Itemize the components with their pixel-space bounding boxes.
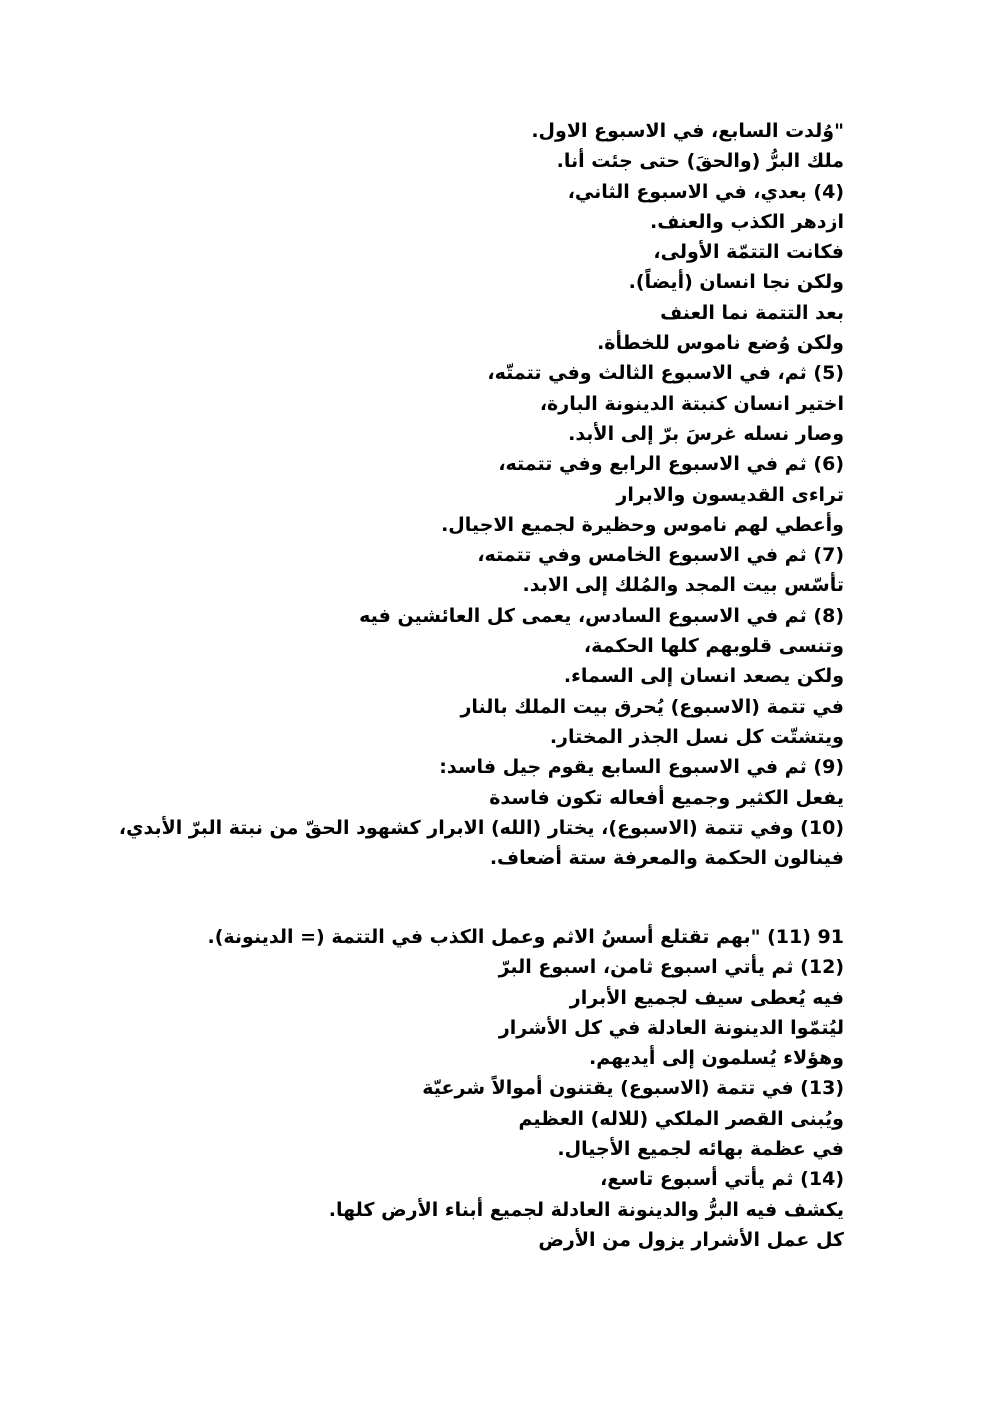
text-line: (14) ثم يأتي أسبوع تاسع، bbox=[600, 1168, 844, 1191]
text-line: ولكن نجا انسان (أيضاً). bbox=[628, 271, 844, 294]
text-line: ويتشتّت كل نسل الجذر المختار. bbox=[549, 725, 844, 748]
text-line: وهؤلاء يُسلمون إلى أيديهم. bbox=[589, 1047, 844, 1070]
text-line: (6) ثم في الاسبوع الرابع وفي تتمته، bbox=[498, 453, 844, 476]
text-line: يكشف فيه البرُّ والدينونة العادلة لجميع أبناء الأرض كلها. bbox=[328, 1198, 844, 1221]
text-line: فينالون الحكمة والمعرفة ستة أضعاف. bbox=[489, 847, 844, 870]
text-line: وتنسى قلوبهم كلها الحكمة، bbox=[583, 635, 844, 658]
text-line: وصار نسله غرسَ برّ إلى الأبد. bbox=[568, 422, 844, 445]
text-line: في تتمة (الاسبوع) يُحرق بيت الملك بالنار bbox=[460, 695, 844, 718]
text-line: فيه يُعطى سيف لجميع الأبرار bbox=[569, 986, 844, 1009]
text-line: وأعطي لهم ناموس وحظيرة لجميع الاجيال. bbox=[441, 513, 844, 536]
text-line: ولكن يصعد انسان إلى السماء. bbox=[563, 665, 844, 688]
text-line: كل عمل الأشرار يزول من الأرض bbox=[538, 1228, 844, 1251]
text-line: "وُلدت السابع، في الاسبوع الاول. bbox=[531, 120, 844, 142]
text-line: فكانت التتمّة الأولى، bbox=[653, 241, 844, 264]
text-line: (8) ثم في الاسبوع السادس، يعمى كل العائشين فيه bbox=[359, 604, 844, 627]
text-block-1 bbox=[118, 116, 844, 873]
text-line: ازدهر الكذب والعنف. bbox=[650, 210, 844, 233]
text-line: ليُتمّوا الدينونة العادلة في كل الأشرار bbox=[498, 1016, 844, 1039]
text-line: في عظمة بهائه لجميع الأجيال. bbox=[557, 1138, 844, 1161]
text-line: ويُبنى القصر الملكي (للاله) العظيم bbox=[518, 1107, 844, 1130]
text-line: (13) في تتمة (الاسبوع) يقتنون أموالاً شرعيّة bbox=[422, 1077, 844, 1100]
text-line: بعد التتمة نما العنف bbox=[660, 301, 844, 324]
text-line: (10) وفي تتمة (الاسبوع)، يختار (الله) الابرار كشهود الحقّ من نبتة البرّ الأبدي، bbox=[118, 816, 844, 839]
text-line: (5) ثم، في الاسبوع الثالث وفي تتمتّه، bbox=[487, 362, 844, 385]
text-line: تأسّس بيت المجد والمُلك إلى الابد. bbox=[522, 574, 844, 597]
text-line: تراءى القديسون والابرار bbox=[616, 483, 844, 506]
text-line: ولكن وُضع ناموس للخطأة. bbox=[597, 332, 844, 355]
text-line: (4) بعدي، في الاسبوع الثاني، bbox=[567, 180, 844, 203]
text-line: (12) ثم يأتي اسبوع ثامن، اسبوع البرّ bbox=[498, 956, 844, 979]
text-line: يفعل الكثير وجميع أفعاله تكون فاسدة bbox=[489, 786, 844, 809]
text-line: (9) ثم في الاسبوع السابع يقوم جيل فاسد: bbox=[439, 756, 844, 779]
text-line: ملك البرُّ (والحقَ) حتى جئت أنا. bbox=[556, 150, 844, 173]
text-line: اختير انسان كنبتة الدينونة البارة، bbox=[539, 392, 844, 415]
text-block-2 bbox=[124, 922, 844, 1255]
text-line: (7) ثم في الاسبوع الخامس وفي تتمته، bbox=[477, 544, 844, 567]
text-line: 91 (11) "بهم تقتلع أسسُ الاثم وعمل الكذب في التتمة (= الدينونة). bbox=[207, 926, 844, 948]
